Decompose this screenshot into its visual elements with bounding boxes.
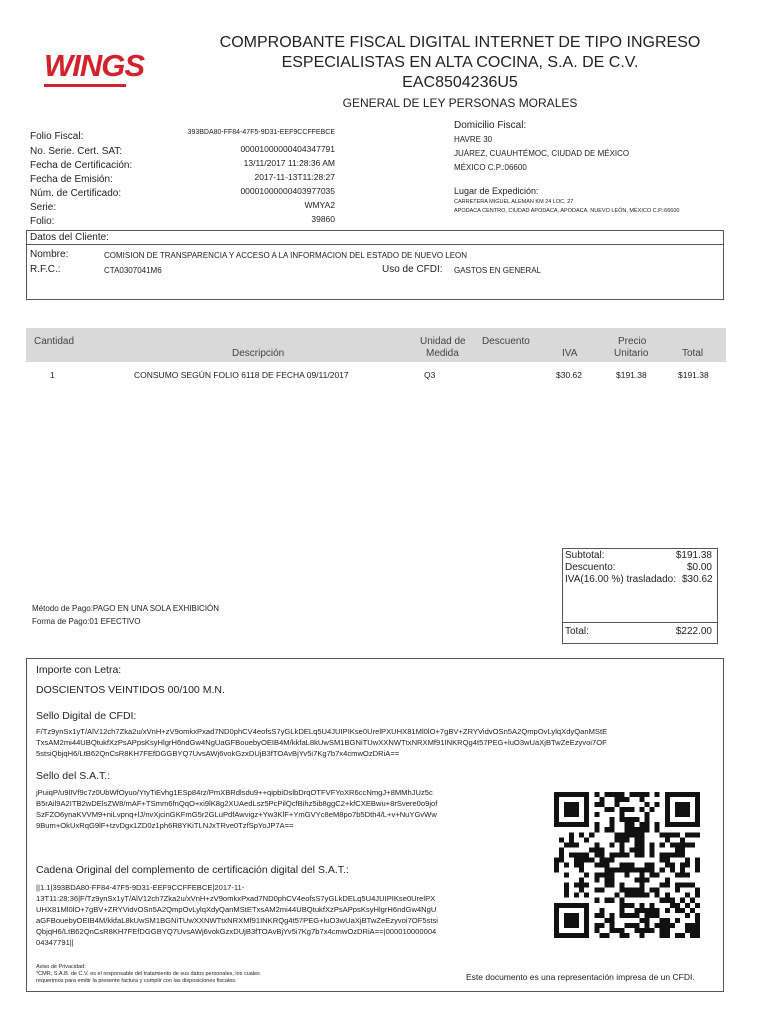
- sello-cfdi-line: 5stsiQbjqH6/LtB62QnCsR8KH7FEfDGGBYQ7UvsAWj6vokGzxDUjB3fTOAvBjYv5i7Kg7b7x4cmwOzDRiA==: [36, 749, 400, 758]
- serie-label: Serie:: [30, 202, 57, 213]
- subtotal-label: Subtotal:: [565, 550, 605, 561]
- fecha-certificacion-value: 13/11/2017 11:28:36 AM: [243, 158, 335, 168]
- fecha-emision-value: 2017-11-13T11:28:27: [254, 172, 335, 182]
- folio-label: Folio:: [30, 216, 55, 227]
- importe-label: Importe con Letra:: [36, 664, 122, 676]
- total-label: Total:: [565, 626, 589, 637]
- cadena-line: aGFBouebyOEIB4M/kkfaL8kUwSM1BGNiTUwXXNWTtxNRXMf91INKRQg4t57PEG+luO3wUaXjBTwZeEzyvoi7OF5stsi: [36, 916, 438, 925]
- sello-sat-line: B5rAil9A2ITB2wDElsZW8/mAF+TSmm6fnQqO+xi9lK8g2XUAedLsz5PcPilQcfBihz5ib8ggC2+kfCXEBwu+8rSvere0o9jof: [36, 799, 438, 808]
- cfdi-footer-note: Este documento es una representación impresa de un CFDI.: [466, 972, 695, 982]
- folio-value: 39860: [311, 214, 335, 224]
- company-name: ESPECIALISTAS EN ALTA COCINA, S.A. DE C.V.: [281, 54, 639, 71]
- sello-sat-line: SzFZO6ynaKVVM9+niLvpnq+lJ/nvXjcinGKFmG5r2GLuPdfAwvigz+Yw3KlF+YmGVYc8eM8po7b5Dth4/L+v+NuYGvWw: [36, 810, 437, 819]
- domicilio-line-2: JUÁREZ, CUAUHTÉMOC, CIUDAD DE MÉXICO: [454, 149, 630, 158]
- sello-cfdi-label: Sello Digital de CFDI:: [36, 710, 137, 722]
- col-precio-line1: Precio: [618, 336, 647, 347]
- domicilio-label: Domicilio Fiscal:: [454, 120, 527, 131]
- col-descuento: Descuento: [482, 336, 530, 347]
- col-unidad-line1: Unidad de: [420, 336, 466, 347]
- fecha-emision-label: Fecha de Emisión:: [30, 174, 113, 185]
- logo-underline: [44, 84, 126, 87]
- cadena-line: 04347791||: [36, 938, 74, 947]
- sello-sat-line: jPuiqP/u9lIVf9c7z0UbWfOyuo/YtyTiEvhg1ESp84rz/PmXBRdlsdu9++qipbiDslbDrqOTFVFYoXR6ccNmgJ+8MMhJUz5c: [36, 788, 433, 797]
- company-rfc: EAC8504236U5: [402, 74, 518, 91]
- col-precio-line2: Unitario: [614, 348, 649, 359]
- col-cantidad: Cantidad: [34, 336, 75, 347]
- sello-sat-text: [36, 787, 536, 831]
- col-unidad-line2: Medida: [426, 348, 459, 359]
- serie-value: WMYA2: [304, 200, 335, 210]
- domicilio-line-3: MÉXICO C.P.:06600: [454, 163, 527, 172]
- descuento-label: Descuento:: [565, 562, 616, 573]
- expedicion-line-2: APODACA CENTRO, CIUDAD APODACA, APODACA, NUEVO LEÓN, MÉXICO C.P.:66600: [454, 208, 680, 214]
- sello-cfdi-line: F/Tz9ynSx1yT/AlV12ch7Zka2u/xVnH+zV9omkxPxad7ND0phCV4eofsS7yGLkDELq5U4JUIPIKse0UrelPXUHX81Ml0lO+7gBV+ZRYVidvOSn5A2QmpOvLylqXdyQanMStE: [36, 727, 608, 736]
- col-descripcion: Descripción: [232, 348, 285, 359]
- cliente-divider: [26, 244, 723, 245]
- row-unidad: Q3: [424, 370, 436, 380]
- cadena-text: [36, 882, 526, 948]
- aviso-line: *CMR, S.A.B. de C.V. es el responsable del tratamiento de sus datos personales, los cuales: [36, 971, 260, 977]
- logo-text: WINGS: [44, 48, 145, 83]
- sello-sat-line: 9Bum+OkUxRqG9lF+tzvDgx1ZD0z1ph6R8YKiTLNJxTRve0TzfSpYoJP7A==: [36, 821, 294, 830]
- num-certificado-label: Núm. de Certificado:: [30, 188, 122, 199]
- cliente-rfc-label: R.F.C.:: [30, 264, 61, 275]
- forma-pago: Forma de Pago:01 EFECTIVO: [32, 617, 141, 626]
- fiscal-regime: GENERAL DE LEY PERSONAS MORALES: [342, 96, 578, 110]
- row-descripcion: CONSUMO SEGÚN FOLIO 6118 DE FECHA 09/11/2017: [134, 370, 349, 380]
- uso-cfdi-label: Uso de CFDI:: [382, 264, 443, 275]
- cadena-line: QbjqH6/LtB62QnCsR8KH7FEfDGGBYQ7UvsAWj6vokGzxDUjB3fTOAvBjYv5i7Kg7b7x4cmwOzDRiA==|000010000004: [36, 927, 437, 936]
- serie-cert-sat-label: No. Serie. Cert. SAT:: [30, 146, 123, 157]
- folio-fiscal-label: Folio Fiscal:: [30, 131, 84, 142]
- qr-code: [554, 792, 700, 938]
- sello-cfdi-line: TxsAM2mi44UBQtukfXzPsAPpsKsyHlgrH6ndGw4NgUaGFBouebyOEIB4M/kkfaL8kUwSM1BGNiTUwXXNWTtxNRXMf91INKRQg4t57PEG+luO3wUaXjBTwZeEzyvoi7OF: [36, 738, 607, 747]
- iva-trasladado-value: $30.62: [682, 574, 713, 585]
- company-logo: [44, 50, 154, 98]
- aviso-line: requerimos para emitir la presente factura y cumplir con las disposiciones fiscales.: [36, 978, 237, 984]
- aviso-line: Aviso de Privacidad:: [36, 964, 86, 970]
- aviso-privacidad: [36, 964, 260, 985]
- total-value: $222.00: [675, 626, 712, 637]
- cliente-rfc-value: CTA0307041M6: [104, 266, 162, 275]
- row-iva: $30.62: [556, 370, 582, 380]
- subtotal-value: $191.38: [675, 550, 712, 561]
- iva-trasladado-label: IVA(16.00 %) trasladado:: [565, 574, 676, 585]
- cadena-line: UHX81Ml0lO+7gBV+ZRYVidvOSn5A2QmpOvLylqXdyQanMStETxsAM2mi44UBQtukfXzPsAPpsKsyHlgrH6ndGw4NgU: [36, 905, 437, 914]
- fecha-certificacion-label: Fecha de Certificación:: [30, 160, 133, 171]
- cliente-section-label: Datos del Cliente:: [30, 232, 109, 243]
- col-total: Total: [682, 348, 704, 359]
- uso-cfdi-value: GASTOS EN GENERAL: [454, 266, 541, 275]
- cliente-nombre-label: Nombre:: [30, 249, 69, 260]
- importe-value: DOSCIENTOS VEINTIDOS 00/100 M.N.: [36, 684, 225, 696]
- cadena-line: 13T11:28:36|F/Tz9ynSx1yT/AlV12ch7Zka2u/xVnH+zV9omkxPxad7ND0phCV4eofsS7yGLkDELq5U4JUIPIKse0UrelPX: [36, 894, 436, 903]
- serie-cert-sat-value: 00001000000404347791: [240, 144, 335, 154]
- document-title: COMPROBANTE FISCAL DIGITAL INTERNET DE TIPO INGRESO: [219, 34, 701, 51]
- folio-fiscal-value: 393BDA80-FF84-47F5-9D31-EEF9CCFFEBCE: [187, 129, 335, 136]
- sello-sat-label: Sello del S.A.T.:: [36, 770, 111, 782]
- sello-cfdi-text: [36, 726, 716, 759]
- row-precio: $191.38: [616, 370, 647, 380]
- cadena-line: ||1.1|393BDA80-FF84-47F5-9D31-EEF9CCFFEBCE|2017-11-: [36, 883, 245, 892]
- expedicion-label: Lugar de Expedición:: [454, 186, 539, 196]
- num-certificado-value: 00001000000403977035: [240, 186, 335, 196]
- descuento-value: $0.00: [686, 562, 712, 573]
- row-cantidad: 1: [50, 370, 55, 380]
- metodo-pago: Método de Pago:PAGO EN UNA SOLA EXHIBICIÓN: [32, 604, 220, 613]
- col-iva: IVA: [562, 348, 578, 359]
- cliente-nombre-value: COMISION DE TRANSPARENCIA Y ACCESO A LA INFORMACION DEL ESTADO DE NUEVO LEON: [104, 251, 468, 260]
- cliente-box: [26, 230, 724, 300]
- domicilio-line-1: HAVRE 30: [454, 135, 493, 144]
- expedicion-line-1: CARRETERA MIGUEL ALEMAN KM 24 LOC. 27: [454, 199, 574, 205]
- total-divider: [562, 622, 717, 623]
- cadena-label: Cadena Original del complemento de certificación digital del S.A.T.:: [36, 864, 349, 876]
- row-total: $191.38: [678, 370, 709, 380]
